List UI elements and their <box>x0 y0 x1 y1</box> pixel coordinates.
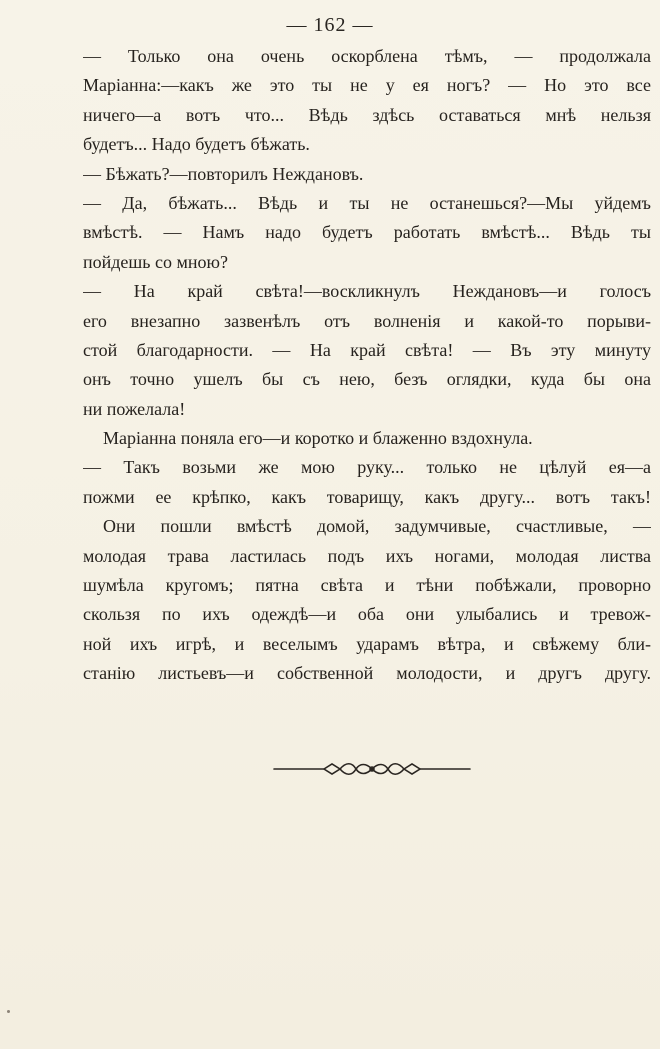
paragraph <box>83 277 651 424</box>
text-line: Они пошли вмѣстѣ домой, задумчивые, счастливые, — <box>103 516 651 537</box>
text-line: пойдешь со мною? <box>83 251 228 272</box>
text-line: — На край свѣта!—воскликнулъ Неждановъ—и голосъ <box>83 281 651 302</box>
paragraph <box>83 512 651 688</box>
paper-speck <box>7 1010 10 1013</box>
text-line: стой благодарности. — На край свѣта! — Въ эту минуту <box>83 339 651 360</box>
text-line: ни пожелала! <box>83 398 186 419</box>
text-line: молодая трава ластилась подъ ихъ ногами, молодая листва <box>83 545 651 566</box>
body-text <box>83 42 651 689</box>
text-line: — Да, бѣжать... Вѣдь и ты не останешься?—Мы уйдемъ <box>83 192 651 213</box>
text-line: — Только она очень оскорблена тѣмъ, — продолжала <box>83 46 651 66</box>
text-line: скользя по ихъ одеждѣ—и оба они улыбались и тревож- <box>83 604 651 625</box>
text-line: станію листьевъ—и собственной молодости, и другъ другу. <box>83 663 651 684</box>
text-line: Маріанна поняла его—и коротко и блаженно вздохнула. <box>103 428 533 449</box>
page-number: — 162 — <box>286 14 374 36</box>
paragraph <box>83 160 651 189</box>
paragraph <box>83 424 651 453</box>
text-line: ничего—а вотъ что... Вѣдь здѣсь оставаться мнѣ нельзя <box>83 104 651 125</box>
text-line: ной ихъ игрѣ, и веселымъ ударамъ вѣтра, и свѣжему бли- <box>83 633 651 654</box>
text-line: — Такъ возьми же мою руку... только не цѣлуй ея—а <box>83 457 651 478</box>
paragraph <box>83 189 651 277</box>
text-line: Маріанна:—какъ же это ты не у ея ногъ? — Но это все <box>83 75 651 96</box>
text-line: онъ точно ушелъ бы съ нею, безъ оглядки, куда бы она <box>83 369 651 390</box>
text-line: — Бѣжать?—повторилъ Неждановъ. <box>83 163 364 184</box>
text-line: вмѣстѣ. — Намъ надо будетъ работать вмѣстѣ... Вѣдь ты <box>83 222 651 243</box>
text-line: пожми ее крѣпко, какъ товарищу, какъ другу... вотъ такъ! <box>83 486 651 507</box>
text-line: его внезапно зазвенѣлъ отъ волненія и какой-то порыви- <box>83 310 651 331</box>
text-line: шумѣла кругомъ; пятна свѣта и тѣни побѣжали, проворно <box>83 575 651 596</box>
paragraph <box>83 42 651 160</box>
text-line: будетъ... Надо будетъ бѣжать. <box>83 134 310 155</box>
paragraph <box>83 453 651 512</box>
vignette-ornament-icon <box>272 758 472 780</box>
